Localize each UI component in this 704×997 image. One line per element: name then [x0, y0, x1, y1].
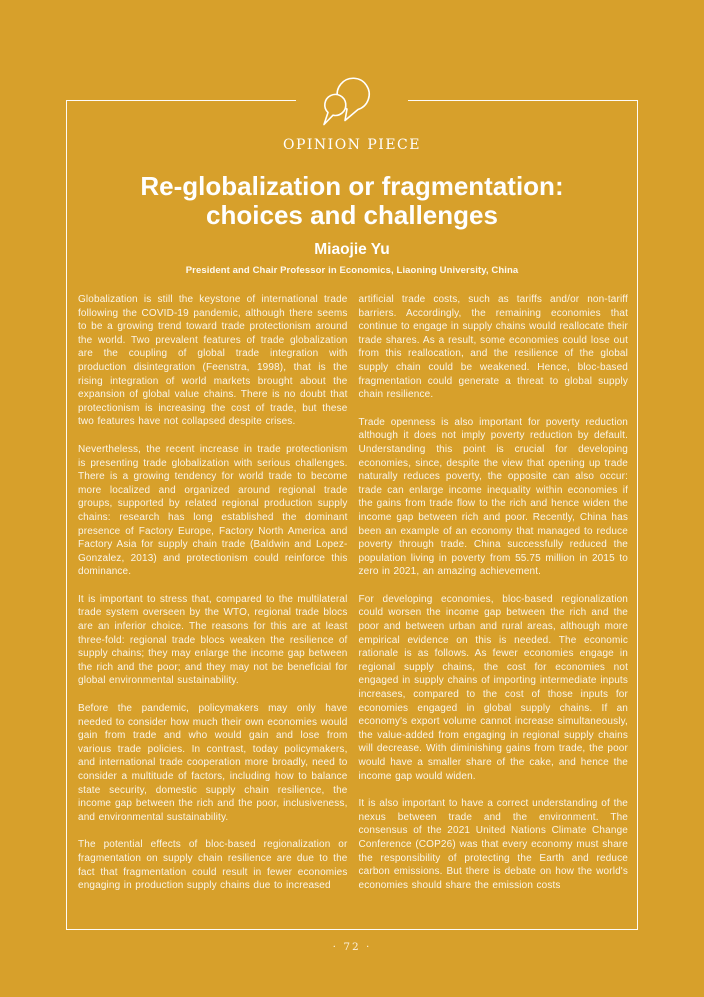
section-kicker: OPINION PIECE [283, 137, 421, 153]
right-column [359, 293, 629, 907]
page-number: · 72 · [332, 941, 372, 953]
paragraph: It is important to stress that, compared to the multilateral trade system overseen by the WTO, regional trade blocs are an inferior choice. The reasons for this are at least three-fold: regional trade blocs weaken the resilience of supply chains; they may enlarge the income gap between the rich and the poor; and they may not be beneficial for global environmental sustainability. [78, 593, 348, 687]
paragraph: Trade openness is also important for poverty reduction although it does not imply poverty reduction by default. Understanding this point is crucial for developing economies, since, despite the view that opening up trade naturally reduces poverty, the opposite can also occur: trade can enlarge income inequality within economies if the gains from trade flow to the rich and hence widen the income gap between rich and poor. Recently, China has been an example of an economy that managed to reduce poverty through trade. China successfully reduced the population living in poverty from 55.75 million in 2015 to zero in 2021, an amazing achievement. [358, 416, 628, 578]
author-name: Miaojie Yu [314, 241, 390, 258]
paragraph: Globalization is still the keystone of international trade following the COVID-19 pandemic, although there seems to be a growing trend toward trade protectionism around the world. Two prevalent features of trade globalization are the coupling of global trade integration with production disintegration (Feenstra, 1998), that is the rising integration of world markets brought about the expansion of global value chains. There is no doubt that protectionism is increasing the cost of trade, but these two features have not collapsed despite crises. [78, 294, 348, 428]
paragraph: Nevertheless, the recent increase in trade protectionism is presenting trade globalization with serious challenges. There is a growing tendency for world trade to become more localized and organized around regional trade groups, supported by related regional production supply chains: research has long established the dominant presence of Factory Europe, Factory North America and Factory Asia for supply chain trade (Baldwin and Lopez-Gonzalez, 2013) and protectionism could reinforce this dominance. [78, 443, 348, 578]
author-affiliation: President and Chair Professor in Economics, Liaoning University, China [185, 265, 519, 276]
paragraph: Before the pandemic, policymakers may only have needed to consider how much their own economies would gain from trade and who would gain and lose from various trade policies. In contrast, today policymakers, and international trade cooperation more broadly, need to consider a multitude of factors, including how to balance state security, domestic supply chain resilience, the income gap between the rich and the poor, inclusiveness, and environmental sustainability. [78, 703, 348, 823]
speech-bubbles-icon [296, 70, 408, 138]
left-column [78, 293, 348, 907]
paragraph: artificial trade costs, such as tariffs and/or non-tariff barriers. Accordingly, the remaining economies that continue to engage in supply chains would reallocate their trade shares. As a result, some economies could lose out from this reallocation, and the resilience of the global supply chain could be weakened. Hence, bloc-based fragmentation could generate a threat to global supply chain resilience. [358, 294, 628, 401]
paragraph: It is also important to have a correct understanding of the nexus between trade and the environment. The consensus of the 2021 United Nations Climate Change Conference (COP26) was that every economy must share the responsibility of protecting the Earth and reduce carbon emissions. But there is debate on how the world's economies should share the emission costs [358, 798, 628, 891]
article-body [78, 293, 628, 907]
paragraph: The potential effects of bloc-based regionalization or fragmentation on supply chain resilience are due to the fact that fragmentation could result in fewer economies engaging in production supply chains due to increased [78, 839, 348, 892]
article-title-line-1: Re-globalization or fragmentation: [140, 171, 564, 201]
article-title [0, 172, 704, 230]
paragraph: For developing economies, bloc-based regionalization could worsen the income gap between the rich and the poor and between urban and rural areas, although more empirical evidence on this is needed. The economic rationale is as follows. As fewer economies engage in regional supply chains, the cost for economies not engaged in supply chains of importing intermediate inputs increases, compared to the cost of those inputs for economies engaged in global supply chains. If an economy's export volume cannot increase simultaneously, the value-added from engaging in regional supply chains will decrease. With diminishing gains from trade, the poor would have a smaller share of the cake, and hence the income gap would widen. [358, 593, 628, 782]
article-title-line-2: choices and challenges [206, 200, 498, 230]
